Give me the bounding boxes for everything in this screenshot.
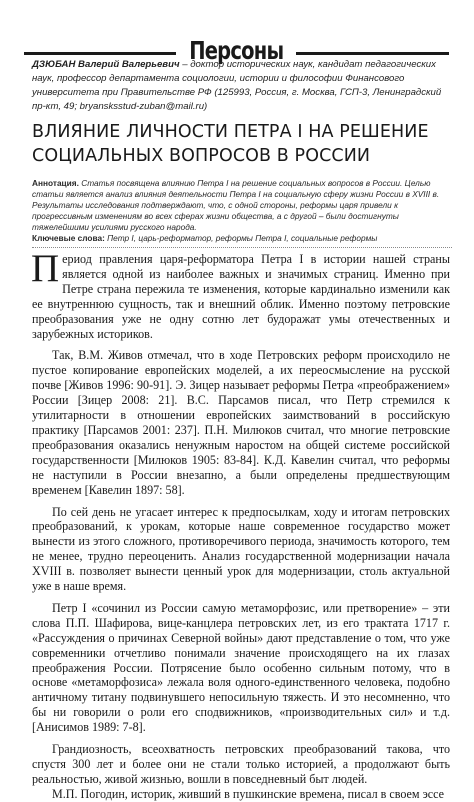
keywords-label: Ключевые слова: [32, 232, 105, 243]
body-paragraph: Петр I «сочинил из России самую метаморфозис, или претворение» – эти слова П.П. Шафирова, вице-канцлера петровских лет, из его трактата 1717 г. «Рассуждения о причинах Северной войны» дают представление о том, что уже современники отчетливо понимали значение происходящего на их глазах преображения России. Потрясение было особенно сильным потому, что в основе «метаморфозиса» лежала воля одного-единственного человека, подобно античному титану подвинувшего непосильную тяжесть. И это несомненно, что бы ни говорили о роли его сподвижников, «производительных сил» и т.д. [Анисимов 1989: 7-8]. [32, 600, 450, 735]
body-paragraph: Грандиозность, всеохватность петровских преобразований такова, что спустя 300 лет и более они не стали только историей, а продолжают быть реальностью, живой жизнью, вошли в повседневный быт людей. [32, 742, 450, 786]
header-rule-left [24, 52, 176, 55]
abstract-text: Статья посвящена влиянию Петра I на решение социальных вопросов в России. Целью статьи является анализ влияния деятельности Петра I на социальную сферу жизни России в XVIII в. Результаты исследования подтверждают, что, с одной стороны, реформы царя привели к прогрессивным изменениям во всех сферах жизни общества, а с другой – были достигнуты тяжелейшими усилиями русского народа. [32, 178, 440, 232]
author-info [32, 58, 444, 114]
body-paragraph: Так, В.М. Живов отмечал, что в ходе Петровских реформ происходило не пустое копирование европейских моделей, а их переосмысление на русской почве [Живов 1996: 90-91]. Э. Зицер называет реформы Петра «преображением» России [Зицер 2008: 21]. В.С. Парсамов писал, что Петр стремился к утилитарности в отношении европейских заимствований в российскую практику [Парсамов 2001: 237]. П.Н. Милюков считал, что многие петровские преобразования оказались ненужным наростом на общей системе российской государственности [Милюков 1905: 83-84]. К.Д. Кавелин считал, что реформы не наступили в России внезапно, а были определены предшествующим временем [Кавелин 1897: 58]. [32, 348, 450, 497]
header-rule-right [296, 52, 449, 55]
drop-cap: П [31, 247, 60, 290]
body-paragraph: По сей день не угасает интерес к предпосылкам, ходу и итогам петровских преобразований, к урокам, которые наше современное государство может вынести из этого сложного, противоречивого периода, значимость которого, тем не менее, трудно переоценить. Анализ государственной модернизации начала XVIII в. позволяет вынести ценный урок для модернизации, столь актуальной уже в наше время. [32, 504, 450, 594]
body-paragraph-text: ериод правления царя-реформатора Петра I в истории нашей страны является одной из наиболее важных и значимых страниц. Именно при Петре страна пережила те изменения, которые кардинально изменили как ее внутреннюю сущность, так и внешний облик. Именно поэтому петровские преобразования уже не одну сотню лет будоражат умы отечественных и зарубежных историков. [32, 252, 450, 341]
section-title: Персоны [189, 36, 284, 65]
abstract-block [32, 178, 450, 243]
article-title: ВЛИЯНИЕ ЛИЧНОСТИ ПЕТРА I НА РЕШЕНИЕ СОЦИАЛЬНЫХ ВОПРОСОВ В РОССИИ [32, 122, 429, 166]
body-paragraph [31, 247, 450, 341]
abstract-divider [32, 247, 452, 248]
author-name: ДЗЮБАН Валерий Валерьевич [32, 59, 180, 70]
keywords [32, 233, 450, 244]
article-body [31, 247, 450, 802]
keywords-text: Петр I, царь-реформатор, реформы Петра I, социальные реформы [104, 232, 378, 243]
body-paragraph: М.П. Погодин, историк, живший в пушкинские времена, писал в своем эссе [52, 786, 445, 801]
author-bio: – доктор исторических наук, кандидат педагогических наук, профессор департамента социологии, истории и философии Финансового университета при Правительстве РФ (125993, Россия, г. Москва, ГСП-3, Ленинградский пр-кт, 49; bryansksstud-zuban@mail.ru) [32, 59, 442, 112]
abstract [32, 178, 450, 233]
abstract-label: Аннотация. [32, 178, 79, 188]
